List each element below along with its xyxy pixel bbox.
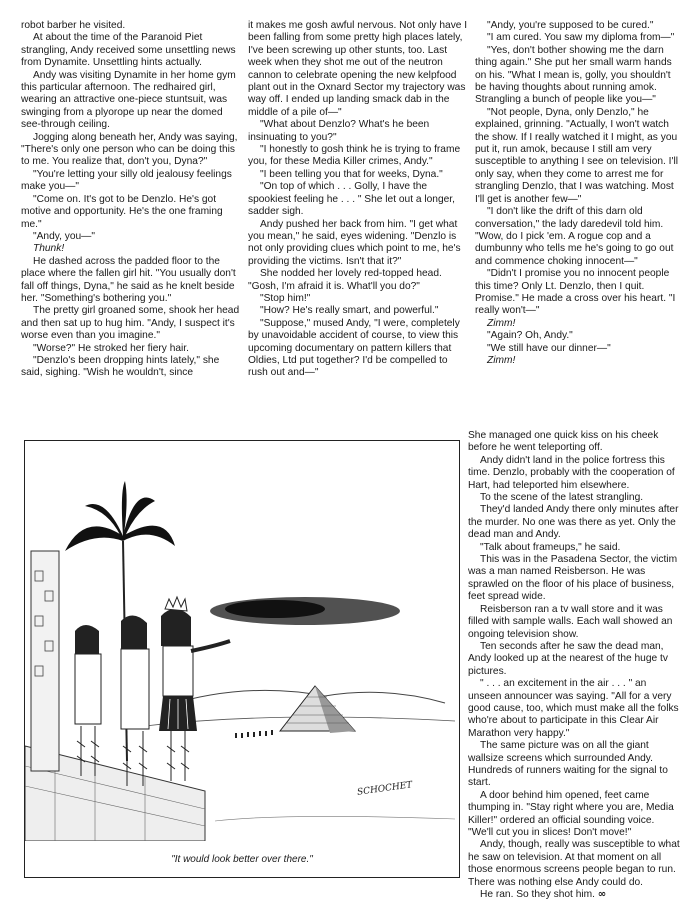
paragraph: Andy pushed her back from him. "I get what you mean," he said, eyes widening. "Denzlo is not only providing clues which point to me, he's providing the victims. Isn't that it?" xyxy=(248,218,461,267)
paragraph: "Stop him!" xyxy=(260,292,311,304)
paragraph: "Suppose," mused Andy, "I were, completely by unavoidable accident of course, to view this upcoming documentary on pattern killers that Oldies, Ltd put together? I'd be compelled to rush out and—" xyxy=(248,317,460,379)
paragraph: "I been telling you that for weeks, Dyna." xyxy=(260,168,443,180)
paragraph: "We still have our dinner—" xyxy=(487,342,611,354)
paragraph: This was in the Pasadena Sector, the victim was a man named Reisberson. He was sprawled on the floor of his place of business, feet spread wide. xyxy=(468,554,678,603)
paragraph: "What about Denzlo? What's he been insinuating to you?" xyxy=(248,119,430,143)
paragraph: Zimm! xyxy=(487,317,516,329)
artist-signature: SCHOCHET xyxy=(356,780,414,798)
paragraph: "Worse?" He stroked her fiery hair. xyxy=(33,342,189,354)
paragraph: robot barber he visited. xyxy=(21,20,126,31)
paragraph: "Didn't I promise you no innocent people this time? Only Lt. Denzlo, then I quit. Promise." He made a cross over his heart. "I really won't—" xyxy=(475,268,676,317)
paragraph: To the scene of the latest strangling. xyxy=(480,492,644,504)
paragraph: "Come on. It's got to be Denzlo. He's got motive and opportunity. He's the one framing me." xyxy=(21,193,223,230)
paragraph: "Yes, don't bother showing me the darn thing again." She put her small warm hands on his. "What I mean is, golly, you shouldn't be having thoughts about running amok. Strangling a bunch of people like you—" xyxy=(475,44,672,106)
paragraph: Ten seconds after he saw the dead man, Andy looked up at the nearest of the huge tv pictures. xyxy=(468,640,668,677)
cartoon-illustration xyxy=(24,440,460,878)
paragraph: Jogging along beneath her, Andy was saying, "There's only one person who can be doing this to me. You realize that, don't you, Dyna?" xyxy=(21,131,238,168)
paragraph: The pretty girl groaned some, shook her head and then sat up to hug him. "Andy, I suspect it's worse even than you imagine." xyxy=(21,305,240,342)
paragraph: She managed one quick kiss on his cheek before he went teleporting off. xyxy=(468,430,659,454)
paragraph: He ran. So they shot him. ∞ xyxy=(480,889,607,901)
paragraph: "Denzlo's been dropping hints lately," she said, sighing. "Wish he wouldn't, since xyxy=(21,354,220,379)
paragraph: " . . . an excitement in the air . . . " an unseen announcer was saying. "All for a very good cause, too, which must make all the folks who're about to participate in this Clear Air Marathon very happy." xyxy=(468,678,679,739)
text-column-2 xyxy=(248,20,470,380)
paragraph: A door behind him opened, feet came thumping in. "Stay right where you are, Media Killer!" ordered an official sounding voice. "We'll cut you in slices! Don't move!" xyxy=(468,789,674,838)
text-column-3-lower xyxy=(468,430,680,901)
paragraph: "I don't like the drift of this darn old conversation," the lady daredevil told him. "Wow, do I pick 'em. A rogue cop and a dumbunny who tells me he's going to go out and commence choking innocent—" xyxy=(475,206,674,267)
paragraph: "Not people, Dyna, only Denzlo," he explained, grinning. "Actually, I won't watch the show. If I really watched it I might, as you put it, run amok, because I still am very susceptible to anything I see on television. I'll only say, when they come to arrest me for strangling Denzlo, that I was watching. Most I'll get is another few—" xyxy=(475,106,678,205)
cartoon-drawing xyxy=(25,441,459,841)
paragraph: Reisberson ran a tv wall store and it was filled with sample walls. Each wall showed an ongoing television show. xyxy=(468,603,673,640)
paragraph: "I honestly to gosh think he is trying to frame you, for these Media Killer crimes, Andy." xyxy=(248,144,461,168)
paragraph: They'd landed Andy there only minutes after the murder. No one was there as yet. Only the dead man and Andy. xyxy=(468,504,679,541)
paragraph: He dashed across the padded floor to the place where the fallen girl hit. "You usually don't fall off things, Dyna," he said as he knelt beside her. "Something's bothering you." xyxy=(21,255,236,304)
paragraph: "I am cured. You saw my diploma from—" xyxy=(487,32,675,44)
paragraph: "Talk about frameups," he said. xyxy=(480,541,621,553)
paragraph: The same picture was on all the giant wallsize screens which surrounded Andy. Hundreds of runners waiting for the signal to start. xyxy=(468,740,668,789)
paragraph: Andy didn't land in the police fortress this time. Denzlo, probably with the cooperation of Hart, had teleported him elsewhere. xyxy=(468,454,675,491)
paragraph: Andy, though, really was susceptible to what he saw on television. At that moment on all those enormous screens people began to run. There was nothing else Andy could do. xyxy=(468,839,680,888)
paragraph: "You're letting your silly old jealousy feelings make you—" xyxy=(21,168,232,193)
paragraph: "Andy, you're supposed to be cured." xyxy=(487,20,654,31)
cartoon-caption: "It would look better over there." xyxy=(171,854,313,865)
end-of-story-mark: ∞ xyxy=(597,889,607,901)
paragraph: "Again? Oh, Andy." xyxy=(487,330,573,342)
text-column-3 xyxy=(475,20,680,367)
paragraph: She nodded her lovely red-topped head. "Gosh, I'm afraid it is. What'll you do?" xyxy=(248,268,442,292)
paragraph: it makes me gosh awful nervous. Not only have I been falling from some pretty high places lately, I've been screwing up other stunts, too. Last week when they shot me out of the neutron cannon to celebrate opening the new kelpfood plant out in the Oxnard Sector my trajectory was way off. I ended up landing smack dab in the middle of a pile of—" xyxy=(248,20,468,118)
paragraph: "On top of which . . . Golly, I have the spookiest feeling he . . . " She let out a longer, sadder sigh. xyxy=(248,181,455,218)
paragraph: "Andy, you—" xyxy=(33,230,95,242)
text-column-1 xyxy=(21,20,243,380)
paragraph: Andy was visiting Dynamite in her home gym this particular afternoon. The redhaired girl, wearing an attractive one-piece stuntsuit, was swinging from a plyorope up near the domed see-through ceiling. xyxy=(21,69,236,131)
paragraph: "How? He's really smart, and powerful." xyxy=(260,305,439,317)
paragraph: At about the time of the Paranoid Piet strangling, Andy received some unsettling news from Dynamite. Unsettling hints actually. xyxy=(21,32,236,69)
paragraph: Thunk! xyxy=(33,243,65,255)
paragraph: Zimm! xyxy=(487,354,516,366)
